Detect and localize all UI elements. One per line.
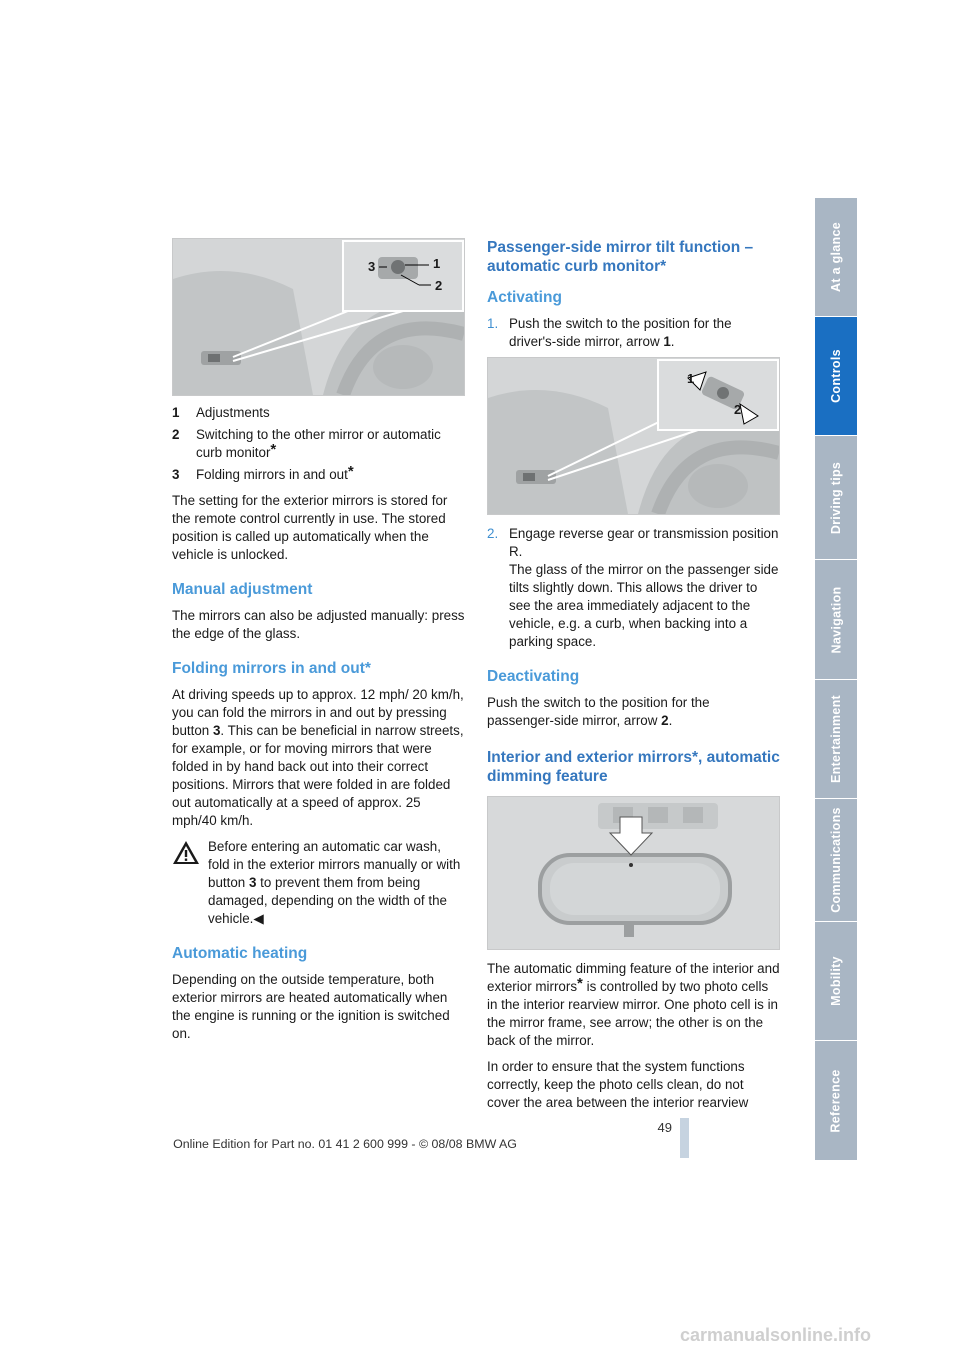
tab-mobility[interactable]: Mobility — [815, 922, 857, 1041]
body-paragraph: At driving speeds up to approx. 12 mph/ 20 km/h, you can fold the mirrors in and out by pressing button 3. This can be beneficial in narrow streets, for example, or for moving mirrors that were folded in by hand back out into their correct positions. Mirrors that were folded in are folded out automatically at a speed of approx. 25 mph/40 km/h. — [172, 687, 464, 828]
page-number: 49 — [657, 1120, 672, 1135]
subsection-heading: Activating — [487, 289, 562, 306]
left-column — [172, 238, 465, 1051]
tab-at-a-glance[interactable]: At a glance — [815, 198, 857, 317]
warning-icon — [172, 840, 200, 865]
body-paragraph: Depending on the outside temperature, both exterior mirrors are heated automatically when the engine is running or the ignition is switched on. — [172, 972, 450, 1041]
figure-label: 2 — [435, 278, 443, 293]
legend-item: 2 Switching to the other mirror or automatic curb monitor* — [172, 427, 441, 460]
tab-communications[interactable]: Communications — [815, 799, 857, 922]
section-title: Interior and exterior mirrors*, automatic dimming feature — [487, 749, 780, 785]
watermark: carmanualsonline.info — [680, 1325, 872, 1345]
asterisk-mark: * — [347, 463, 354, 480]
legend-item: 3 Folding mirrors in and out* — [172, 463, 354, 482]
body-paragraph: The mirrors can also be adjusted manually: press the edge of the glass. — [172, 608, 465, 641]
section-heading: Folding mirrors in and out* — [172, 660, 371, 677]
asterisk-mark: * — [577, 975, 583, 992]
section-title: Passenger-side mirror tilt function – automatic curb monitor* — [487, 239, 754, 275]
tab-navigation[interactable]: Navigation — [815, 560, 857, 680]
step-item: 2. Engage reverse gear or transmission position R. The glass of the mirror on the passenger side tilts slightly down. This allows the driver to see the area immediately adjacent to the vehicle, e.g. a curb, when backing into a parking space. — [487, 526, 779, 649]
body-paragraph: The setting for the exterior mirrors is stored for the remote control currently in use. The stored position is called up automatically when the vehicle is unlocked. — [172, 493, 448, 562]
legend-list — [172, 404, 465, 484]
step-item: 1. Push the switch to the position for the driver's-side mirror, arrow 1. — [487, 316, 732, 349]
body-paragraph: The automatic dimming feature of the interior and exterior mirrors* is controlled by two photo cells in the interior rearview mirror. One photo cell is in the mirror frame, see arrow; the other is on the back of the mirror. — [487, 961, 780, 1048]
figure-label: 1 — [433, 256, 441, 271]
legend-item: 1 Adjustments — [172, 405, 270, 420]
right-column — [487, 238, 780, 1120]
body-paragraph: Push the switch to the position for the passenger-side mirror, arrow 2. — [487, 695, 710, 728]
end-of-note-mark: ◀ — [253, 911, 264, 926]
footer-text: Online Edition for Part no. 01 41 2 600 999 - © 08/08 BMW AG — [173, 1137, 517, 1151]
rearview-mirror-figure — [487, 796, 780, 950]
mirror-switch-arrows-figure — [487, 357, 780, 515]
tab-reference[interactable]: Reference — [815, 1041, 857, 1161]
rearview-mirror-illustration — [488, 797, 779, 949]
tab-controls[interactable]: Controls — [815, 317, 857, 436]
tab-driving-tips[interactable]: Driving tips — [815, 436, 857, 560]
tab-entertainment[interactable]: Entertainment — [815, 680, 857, 799]
chapter-sidebar — [815, 198, 857, 1160]
figure-label: 2 — [734, 402, 742, 417]
section-heading: Automatic heating — [172, 945, 308, 962]
warning-note: Before entering an automatic car wash, fold in the exterior mirrors manually or with button 3 to prevent them from being damaged, depending on the width of the vehicle.◀ — [172, 838, 465, 928]
figure-label: 1 — [687, 371, 695, 386]
body-paragraph: In order to ensure that the system functions correctly, keep the photo cells clean, do not cover the area between the interior rearview — [487, 1059, 749, 1110]
figure-label: 3 — [368, 259, 376, 274]
mirror-switch-figure — [172, 238, 465, 396]
subsection-heading: Deactivating — [487, 668, 580, 685]
mirror-switch-illustration — [173, 239, 464, 395]
mirror-switch-arrows-illustration — [488, 358, 779, 514]
section-heading: Manual adjustment — [172, 581, 313, 598]
asterisk-mark: * — [270, 441, 277, 458]
